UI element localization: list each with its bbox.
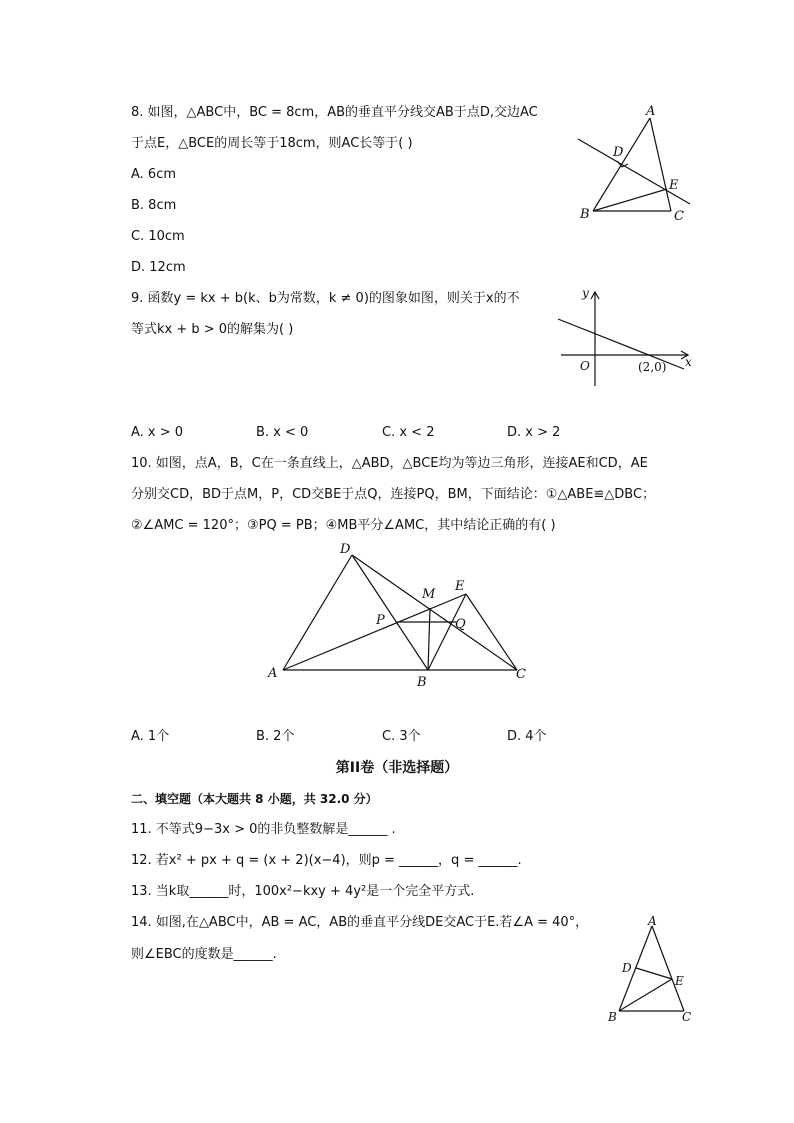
q10-label-b: B xyxy=(417,675,427,690)
q14-segment-de xyxy=(636,968,672,979)
q10-option-d: D. 4个 xyxy=(507,729,547,744)
q10-side-be xyxy=(428,594,466,670)
q10-label-a: A xyxy=(268,666,278,681)
q14-stem-line2: 则∠EBC的度数是______. xyxy=(131,947,277,962)
q13-stem: 13. 当k取______时，100x²−kxy + 4y²是一个完全平方式. xyxy=(131,884,475,899)
q9-option-b: B. x < 0 xyxy=(256,425,309,440)
q8-triangle-figure xyxy=(570,100,700,230)
q10-stem-line2: 分别交CD，BD于点M，P，CD交BE于点Q，连接PQ，BM，下面结论：①△ABE≌△DBC； xyxy=(131,487,656,502)
q8-stem-line2: 于点E，△BCE的周长等于18cm，则AC长等于( ) xyxy=(131,136,413,151)
q14-label-d: D xyxy=(622,961,632,975)
q10-segment-ae xyxy=(283,594,466,670)
q9-stem-line2: 等式kx + b > 0的解集为( ) xyxy=(131,322,294,337)
q12-stem: 12. 若x² + px + q = (x + 2)(x−4)，则p = ______，q = ______. xyxy=(131,853,522,868)
q9-option-d: D. x > 2 xyxy=(507,425,561,440)
q8-label-c: C xyxy=(674,209,684,224)
fill-in-section-heading: 二、填空题（本大题共 8 小题，共 32.0 分） xyxy=(131,792,378,806)
part2-title: 第II卷（非选择题） xyxy=(335,760,459,776)
q9-graph-figure xyxy=(555,282,700,392)
q8-label-a: A xyxy=(646,104,656,119)
q14-label-e: E xyxy=(675,974,684,988)
q14-side-ac xyxy=(652,926,684,1011)
q10-triangles-figure xyxy=(260,540,540,690)
q8-side-ac xyxy=(650,118,671,211)
q8-option-c: C. 10cm xyxy=(131,229,185,244)
q9-stem-line1: 9. 函数y = kx + b(k、b为常数，k ≠ 0)的图象如图，则关于x的不 xyxy=(131,291,520,306)
q11-stem: 11. 不等式9−3x > 0的非负整数解是______ . xyxy=(131,822,396,837)
q9-option-c: C. x < 2 xyxy=(382,425,435,440)
q8-label-d: D xyxy=(613,145,624,160)
q10-label-q: Q xyxy=(455,617,466,632)
q10-label-m: M xyxy=(422,587,436,602)
q14-label-b: B xyxy=(608,1010,617,1024)
q9-option-a: A. x > 0 xyxy=(131,425,184,440)
q8-perpendicular-bisector xyxy=(578,139,690,204)
q10-option-a: A. 1个 xyxy=(131,729,170,744)
q8-option-d: D. 12cm xyxy=(131,260,186,275)
q9-label-x: x xyxy=(685,355,692,369)
q8-label-b: B xyxy=(580,207,590,222)
q8-option-b: B. 8cm xyxy=(131,198,177,213)
q10-stem-line1: 10. 如图，点A，B，C在一条直线上，△ABD，△BCE均为等边三角形，连接AE和CD，AE xyxy=(131,456,648,471)
q10-label-d: D xyxy=(340,542,351,557)
q10-label-e: E xyxy=(455,579,465,594)
q10-option-c: C. 3个 xyxy=(382,729,421,744)
q10-side-ad xyxy=(283,555,352,670)
q8-label-e: E xyxy=(669,178,679,193)
q8-option-a: A. 6cm xyxy=(131,167,177,182)
q14-label-c: C xyxy=(682,1010,692,1024)
q10-side-ec xyxy=(466,594,517,670)
q10-segment-bm xyxy=(428,608,430,670)
q14-triangle-figure xyxy=(600,910,700,1028)
q10-label-p: P xyxy=(376,613,385,628)
q14-label-a: A xyxy=(648,914,657,928)
q9-label-point: (2,0) xyxy=(638,360,667,374)
q8-stem-line1: 8. 如图，△ABC中，BC = 8cm，AB的垂直平分线交AB于点D,交边AC xyxy=(131,105,538,120)
q9-label-y: y xyxy=(582,286,589,300)
q10-side-db xyxy=(352,555,428,670)
q10-label-c: C xyxy=(516,667,526,682)
q14-segment-be xyxy=(619,979,672,1011)
q10-stem-line3: ②∠AMC = 120°；③PQ = PB；④MB平分∠AMC，其中结论正确的有( ) xyxy=(131,518,556,533)
q14-stem-line1: 14. 如图,在△ABC中，AB = AC，AB的垂直平分线DE交AC于E.若∠A = 40°， xyxy=(131,915,589,930)
q9-label-origin: O xyxy=(580,359,590,373)
q10-option-b: B. 2个 xyxy=(256,729,295,744)
